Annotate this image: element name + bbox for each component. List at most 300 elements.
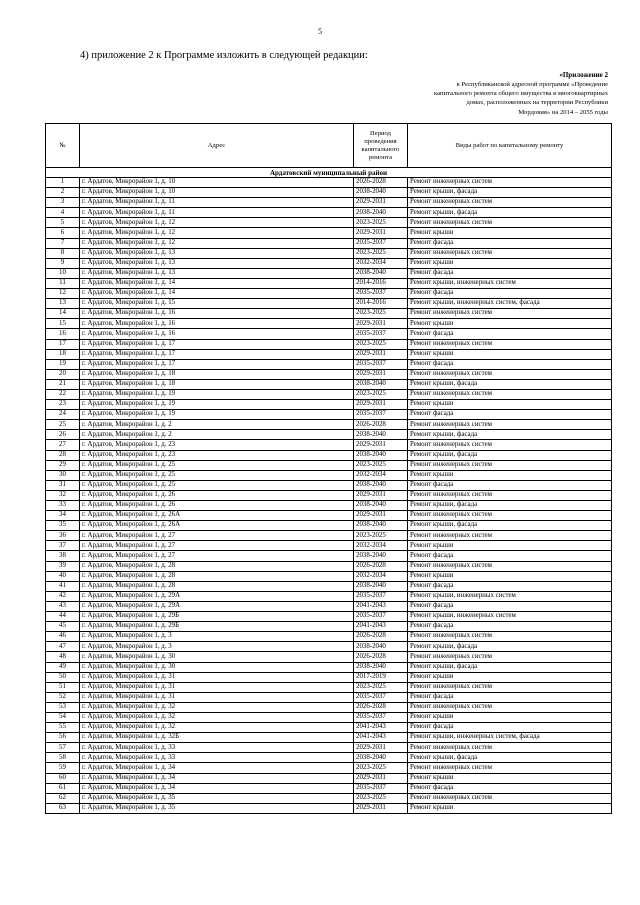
row-number: 3	[46, 198, 80, 208]
row-period: 2029-2031	[354, 198, 408, 208]
row-address: г. Ардатов, Микрорайон 1, д. 34	[80, 783, 354, 793]
row-work-type: Ремонт крыши, инженерных систем, фасада	[408, 299, 612, 309]
table-row	[46, 591, 612, 601]
row-number: 43	[46, 601, 80, 611]
row-work-type: Ремонт крыши, фасада	[408, 450, 612, 460]
appendix-title: «Приложение 2	[559, 71, 608, 79]
table-row	[46, 672, 612, 682]
row-work-type: Ремонт фасада	[408, 692, 612, 702]
row-work-type: Ремонт крыши, фасада	[408, 753, 612, 763]
table-row	[46, 188, 612, 198]
row-address: г. Ардатов, Микрорайон 1, д. 12	[80, 218, 354, 228]
row-period: 2023-2025	[354, 339, 408, 349]
row-period: 2038-2040	[354, 662, 408, 672]
table-row	[46, 389, 612, 399]
row-work-type: Ремонт крыши	[408, 228, 612, 238]
row-work-type: Ремонт фасада	[408, 622, 612, 632]
row-address: г. Ардатов, Микрорайон 1, д. 14	[80, 289, 354, 299]
row-period: 2026-2028	[354, 702, 408, 712]
row-work-type: Ремонт инженерных систем	[408, 420, 612, 430]
table-row	[46, 228, 612, 238]
row-work-type: Ремонт фасада	[408, 723, 612, 733]
row-number: 6	[46, 228, 80, 238]
row-period: 2041-2043	[354, 622, 408, 632]
row-address: г. Ардатов, Микрорайон 1, д. 14	[80, 278, 354, 288]
row-number: 21	[46, 379, 80, 389]
row-number: 53	[46, 702, 80, 712]
row-period: 2026-2028	[354, 561, 408, 571]
appendix-line: домах, расположенных на территории Республики	[466, 99, 608, 107]
row-period: 2035-2037	[354, 329, 408, 339]
row-period: 2038-2040	[354, 551, 408, 561]
table-row	[46, 319, 612, 329]
table-row	[46, 571, 612, 581]
row-address: г. Ардатов, Микрорайон 1, д. 26	[80, 501, 354, 511]
table-row	[46, 480, 612, 490]
row-period: 2014-2016	[354, 299, 408, 309]
row-period: 2032-2034	[354, 470, 408, 480]
row-number: 44	[46, 612, 80, 622]
row-period: 2014-2016	[354, 278, 408, 288]
row-address: г. Ардатов, Микрорайон 1, д. 33	[80, 743, 354, 753]
row-period: 2026-2028	[354, 632, 408, 642]
row-number: 34	[46, 511, 80, 521]
row-number: 32	[46, 490, 80, 500]
table-row	[46, 309, 612, 319]
row-period: 2035-2037	[354, 591, 408, 601]
header-address: Адрес	[80, 124, 354, 168]
row-number: 1	[46, 178, 80, 188]
table-row	[46, 521, 612, 531]
row-number: 30	[46, 470, 80, 480]
appendix-caption	[358, 80, 608, 117]
row-address: г. Ардатов, Микрорайон 1, д. 13	[80, 248, 354, 258]
table-row	[46, 793, 612, 803]
table-row	[46, 702, 612, 712]
row-address: г. Ардатов, Микрорайон 1, д. 31	[80, 682, 354, 692]
row-number: 39	[46, 561, 80, 571]
row-number: 37	[46, 541, 80, 551]
row-period: 2032-2034	[354, 541, 408, 551]
row-period: 2017-2019	[354, 672, 408, 682]
row-address: г. Ардатов, Микрорайон 1, д. 12	[80, 238, 354, 248]
row-work-type: Ремонт крыши	[408, 571, 612, 581]
row-period: 2035-2037	[354, 410, 408, 420]
row-number: 56	[46, 733, 80, 743]
table-row	[46, 773, 612, 783]
row-period: 2029-2031	[354, 228, 408, 238]
row-work-type: Ремонт инженерных систем	[408, 309, 612, 319]
row-work-type: Ремонт крыши	[408, 319, 612, 329]
table-row	[46, 581, 612, 591]
row-period: 2041-2043	[354, 601, 408, 611]
row-work-type: Ремонт инженерных систем	[408, 389, 612, 399]
row-period: 2023-2025	[354, 389, 408, 399]
row-number: 61	[46, 783, 80, 793]
row-address: г. Ардатов, Микрорайон 1, д. 27	[80, 551, 354, 561]
table-row	[46, 329, 612, 339]
row-work-type: Ремонт крыши, фасада	[408, 642, 612, 652]
row-work-type: Ремонт инженерных систем	[408, 702, 612, 712]
row-address: г. Ардатов, Микрорайон 1, д. 3	[80, 632, 354, 642]
row-number: 51	[46, 682, 80, 692]
row-period: 2038-2040	[354, 501, 408, 511]
row-work-type: Ремонт крыши	[408, 672, 612, 682]
row-address: г. Ардатов, Микрорайон 1, д. 31	[80, 692, 354, 702]
table-row	[46, 551, 612, 561]
row-work-type: Ремонт крыши, фасада	[408, 379, 612, 389]
row-work-type: Ремонт крыши, инженерных систем	[408, 278, 612, 288]
row-period: 2038-2040	[354, 379, 408, 389]
row-address: г. Ардатов, Микрорайон 1, д. 3	[80, 642, 354, 652]
row-period: 2023-2025	[354, 531, 408, 541]
row-number: 50	[46, 672, 80, 682]
table-row	[46, 561, 612, 571]
row-address: г. Ардатов, Микрорайон 1, д. 35	[80, 793, 354, 803]
row-address: г. Ардатов, Микрорайон 1, д. 17	[80, 359, 354, 369]
row-work-type: Ремонт инженерных систем	[408, 490, 612, 500]
row-address: г. Ардатов, Микрорайон 1, д. 10	[80, 188, 354, 198]
row-address: г. Ардатов, Микрорайон 1, д. 11	[80, 198, 354, 208]
row-address: г. Ардатов, Микрорайон 1, д. 15	[80, 299, 354, 309]
row-period: 2026-2028	[354, 652, 408, 662]
row-address: г. Ардатов, Микрорайон 1, д. 28	[80, 581, 354, 591]
row-period: 2035-2037	[354, 359, 408, 369]
row-address: г. Ардатов, Микрорайон 1, д. 16	[80, 309, 354, 319]
row-work-type: Ремонт крыши	[408, 803, 612, 813]
table-row	[46, 238, 612, 248]
row-work-type: Ремонт инженерных систем	[408, 743, 612, 753]
row-number: 46	[46, 632, 80, 642]
row-number: 36	[46, 531, 80, 541]
table-row	[46, 450, 612, 460]
row-number: 23	[46, 400, 80, 410]
row-period: 2029-2031	[354, 349, 408, 359]
row-address: г. Ардатов, Микрорайон 1, д. 32Б	[80, 733, 354, 743]
row-address: г. Ардатов, Микрорайон 1, д. 29А	[80, 601, 354, 611]
table-header-row	[46, 124, 612, 168]
row-number: 18	[46, 349, 80, 359]
row-number: 45	[46, 622, 80, 632]
row-work-type: Ремонт крыши	[408, 773, 612, 783]
table-row	[46, 410, 612, 420]
row-number: 16	[46, 329, 80, 339]
row-period: 2029-2031	[354, 319, 408, 329]
intro-text: 4) приложение 2 к Программе изложить в следующей редакции:	[80, 50, 368, 61]
row-work-type: Ремонт крыши, инженерных систем	[408, 591, 612, 601]
row-number: 13	[46, 299, 80, 309]
row-address: г. Ардатов, Микрорайон 1, д. 29Б	[80, 612, 354, 622]
row-work-type: Ремонт инженерных систем	[408, 763, 612, 773]
row-address: г. Ардатов, Микрорайон 1, д. 28	[80, 561, 354, 571]
row-work-type: Ремонт фасада	[408, 289, 612, 299]
row-address: г. Ардатов, Микрорайон 1, д. 11	[80, 208, 354, 218]
table-row	[46, 682, 612, 692]
row-number: 2	[46, 188, 80, 198]
row-number: 63	[46, 803, 80, 813]
row-work-type: Ремонт инженерных систем	[408, 198, 612, 208]
row-address: г. Ардатов, Микрорайон 1, д. 26А	[80, 521, 354, 531]
row-address: г. Ардатов, Микрорайон 1, д. 13	[80, 268, 354, 278]
row-number: 54	[46, 712, 80, 722]
row-number: 28	[46, 450, 80, 460]
row-number: 31	[46, 480, 80, 490]
table-row	[46, 743, 612, 753]
row-period: 2035-2037	[354, 612, 408, 622]
row-period: 2038-2040	[354, 581, 408, 591]
table-row	[46, 662, 612, 672]
table-row	[46, 369, 612, 379]
table-row	[46, 278, 612, 288]
row-number: 60	[46, 773, 80, 783]
row-number: 58	[46, 753, 80, 763]
row-address: г. Ардатов, Микрорайон 1, д. 29Б	[80, 622, 354, 632]
table-row	[46, 400, 612, 410]
row-period: 2035-2037	[354, 289, 408, 299]
row-period: 2023-2025	[354, 460, 408, 470]
table-row	[46, 501, 612, 511]
table-row	[46, 712, 612, 722]
row-number: 41	[46, 581, 80, 591]
row-address: г. Ардатов, Микрорайон 1, д. 27	[80, 531, 354, 541]
row-address: г. Ардатов, Микрорайон 1, д. 17	[80, 349, 354, 359]
row-address: г. Ардатов, Микрорайон 1, д. 23	[80, 450, 354, 460]
row-address: г. Ардатов, Микрорайон 1, д. 19	[80, 410, 354, 420]
appendix-line: капитального ремонта общего имущества в многоквартирных	[434, 90, 608, 98]
row-work-type: Ремонт фасада	[408, 410, 612, 420]
row-number: 47	[46, 642, 80, 652]
table-row	[46, 652, 612, 662]
row-period: 2029-2031	[354, 400, 408, 410]
row-address: г. Ардатов, Микрорайон 1, д. 32	[80, 723, 354, 733]
row-number: 14	[46, 309, 80, 319]
row-address: г. Ардатов, Микрорайон 1, д. 34	[80, 763, 354, 773]
row-address: г. Ардатов, Микрорайон 1, д. 23	[80, 440, 354, 450]
row-number: 17	[46, 339, 80, 349]
row-number: 25	[46, 420, 80, 430]
row-period: 2035-2037	[354, 238, 408, 248]
table-row	[46, 178, 612, 188]
table-row	[46, 642, 612, 652]
row-work-type: Ремонт инженерных систем	[408, 652, 612, 662]
row-address: г. Ардатов, Микрорайон 1, д. 33	[80, 753, 354, 763]
row-work-type: Ремонт крыши	[408, 349, 612, 359]
row-number: 7	[46, 238, 80, 248]
row-work-type: Ремонт инженерных систем	[408, 682, 612, 692]
row-address: г. Ардатов, Микрорайон 1, д. 27	[80, 541, 354, 551]
row-period: 2038-2040	[354, 430, 408, 440]
row-period: 2038-2040	[354, 208, 408, 218]
row-number: 40	[46, 571, 80, 581]
row-number: 11	[46, 278, 80, 288]
row-work-type: Ремонт фасада	[408, 783, 612, 793]
row-work-type: Ремонт инженерных систем	[408, 793, 612, 803]
table-row	[46, 783, 612, 793]
row-work-type: Ремонт фасада	[408, 238, 612, 248]
row-address: г. Ардатов, Микрорайон 1, д. 32	[80, 702, 354, 712]
row-address: г. Ардатов, Микрорайон 1, д. 35	[80, 803, 354, 813]
row-number: 62	[46, 793, 80, 803]
table-row	[46, 490, 612, 500]
table-row	[46, 733, 612, 743]
table-row	[46, 723, 612, 733]
row-period: 2032-2034	[354, 571, 408, 581]
row-address: г. Ардатов, Микрорайон 1, д. 30	[80, 652, 354, 662]
row-period: 2026-2028	[354, 178, 408, 188]
table-row	[46, 460, 612, 470]
row-work-type: Ремонт крыши	[408, 470, 612, 480]
appendix-line: Мордовия» на 2014 – 2055 годы	[518, 108, 608, 116]
row-period: 2026-2028	[354, 420, 408, 430]
row-address: г. Ардатов, Микрорайон 1, д. 12	[80, 228, 354, 238]
row-work-type: Ремонт фасада	[408, 581, 612, 591]
table-row	[46, 248, 612, 258]
row-address: г. Ардатов, Микрорайон 1, д. 31	[80, 672, 354, 682]
row-address: г. Ардатов, Микрорайон 1, д. 30	[80, 662, 354, 672]
row-address: г. Ардатов, Микрорайон 1, д. 18	[80, 369, 354, 379]
table-row	[46, 268, 612, 278]
page-number: 5	[318, 27, 322, 36]
header-number: №	[46, 124, 80, 168]
row-number: 55	[46, 723, 80, 733]
table-row	[46, 803, 612, 813]
row-work-type: Ремонт крыши, фасада	[408, 521, 612, 531]
row-period: 2029-2031	[354, 369, 408, 379]
table-row	[46, 753, 612, 763]
row-address: г. Ардатов, Микрорайон 1, д. 25	[80, 470, 354, 480]
row-work-type: Ремонт фасада	[408, 329, 612, 339]
row-address: г. Ардатов, Микрорайон 1, д. 13	[80, 258, 354, 268]
row-work-type: Ремонт инженерных систем	[408, 561, 612, 571]
row-address: г. Ардатов, Микрорайон 1, д. 29А	[80, 591, 354, 601]
repair-schedule-table	[45, 123, 612, 814]
row-work-type: Ремонт инженерных систем	[408, 218, 612, 228]
row-work-type: Ремонт фасада	[408, 480, 612, 490]
row-address: г. Ардатов, Микрорайон 1, д. 26А	[80, 511, 354, 521]
row-work-type: Ремонт инженерных систем	[408, 460, 612, 470]
row-work-type: Ремонт крыши, фасада	[408, 188, 612, 198]
row-period: 2041-2043	[354, 723, 408, 733]
table-row	[46, 359, 612, 369]
row-number: 38	[46, 551, 80, 561]
row-number: 35	[46, 521, 80, 531]
row-work-type: Ремонт крыши, фасада	[408, 208, 612, 218]
table-row	[46, 289, 612, 299]
row-number: 4	[46, 208, 80, 218]
table-row	[46, 218, 612, 228]
row-number: 12	[46, 289, 80, 299]
row-address: г. Ардатов, Микрорайон 1, д. 19	[80, 389, 354, 399]
row-period: 2023-2025	[354, 218, 408, 228]
section-row	[46, 168, 612, 178]
row-period: 2023-2025	[354, 248, 408, 258]
row-period: 2038-2040	[354, 642, 408, 652]
row-work-type: Ремонт крыши, фасада	[408, 501, 612, 511]
table-row	[46, 430, 612, 440]
table-row	[46, 531, 612, 541]
table-row	[46, 379, 612, 389]
table-row	[46, 198, 612, 208]
table-row	[46, 622, 612, 632]
row-work-type: Ремонт фасада	[408, 601, 612, 611]
row-period: 2029-2031	[354, 803, 408, 813]
row-period: 2023-2025	[354, 763, 408, 773]
row-work-type: Ремонт крыши	[408, 712, 612, 722]
row-period: 2038-2040	[354, 480, 408, 490]
row-number: 10	[46, 268, 80, 278]
row-address: г. Ардатов, Микрорайон 1, д. 25	[80, 460, 354, 470]
row-work-type: Ремонт инженерных систем	[408, 440, 612, 450]
row-period: 2038-2040	[354, 521, 408, 531]
row-number: 27	[46, 440, 80, 450]
row-number: 15	[46, 319, 80, 329]
row-address: г. Ардатов, Микрорайон 1, д. 16	[80, 319, 354, 329]
row-period: 2029-2031	[354, 773, 408, 783]
row-address: г. Ардатов, Микрорайон 1, д. 10	[80, 178, 354, 188]
row-work-type: Ремонт фасада	[408, 268, 612, 278]
row-number: 9	[46, 258, 80, 268]
row-address: г. Ардатов, Микрорайон 1, д. 18	[80, 379, 354, 389]
row-number: 33	[46, 501, 80, 511]
table-row	[46, 601, 612, 611]
row-period: 2029-2031	[354, 440, 408, 450]
row-work-type: Ремонт крыши, фасада	[408, 662, 612, 672]
row-address: г. Ардатов, Микрорайон 1, д. 16	[80, 329, 354, 339]
row-period: 2035-2037	[354, 712, 408, 722]
table-row	[46, 541, 612, 551]
row-number: 59	[46, 763, 80, 773]
row-work-type: Ремонт инженерных систем	[408, 369, 612, 379]
row-number: 8	[46, 248, 80, 258]
row-period: 2023-2025	[354, 793, 408, 803]
table-row	[46, 299, 612, 309]
row-number: 22	[46, 389, 80, 399]
row-period: 2029-2031	[354, 743, 408, 753]
table-row	[46, 632, 612, 642]
row-period: 2038-2040	[354, 450, 408, 460]
table-row	[46, 258, 612, 268]
row-period: 2038-2040	[354, 268, 408, 278]
table-row	[46, 339, 612, 349]
row-address: г. Ардатов, Микрорайон 1, д. 32	[80, 712, 354, 722]
table-row	[46, 208, 612, 218]
row-address: г. Ардатов, Микрорайон 1, д. 26	[80, 490, 354, 500]
row-period: 2023-2025	[354, 309, 408, 319]
row-work-type: Ремонт инженерных систем	[408, 531, 612, 541]
row-period: 2041-2043	[354, 733, 408, 743]
row-work-type: Ремонт инженерных систем	[408, 632, 612, 642]
row-number: 57	[46, 743, 80, 753]
row-address: г. Ардатов, Микрорайон 1, д. 19	[80, 400, 354, 410]
table-row	[46, 349, 612, 359]
row-address: г. Ардатов, Микрорайон 1, д. 17	[80, 339, 354, 349]
row-address: г. Ардатов, Микрорайон 1, д. 2	[80, 420, 354, 430]
header-period: Период проведения капитального ремонта	[354, 124, 408, 168]
row-address: г. Ардатов, Микрорайон 1, д. 28	[80, 571, 354, 581]
row-work-type: Ремонт фасада	[408, 359, 612, 369]
table-body	[46, 168, 612, 814]
row-work-type: Ремонт крыши, инженерных систем, фасада	[408, 733, 612, 743]
row-number: 49	[46, 662, 80, 672]
table-row	[46, 470, 612, 480]
appendix-line: к Республиканской адресной программе «Проведение	[456, 81, 608, 88]
row-number: 48	[46, 652, 80, 662]
row-work-type: Ремонт крыши	[408, 541, 612, 551]
row-period: 2029-2031	[354, 511, 408, 521]
row-work-type: Ремонт инженерных систем	[408, 178, 612, 188]
table-row	[46, 420, 612, 430]
row-work-type: Ремонт инженерных систем	[408, 511, 612, 521]
